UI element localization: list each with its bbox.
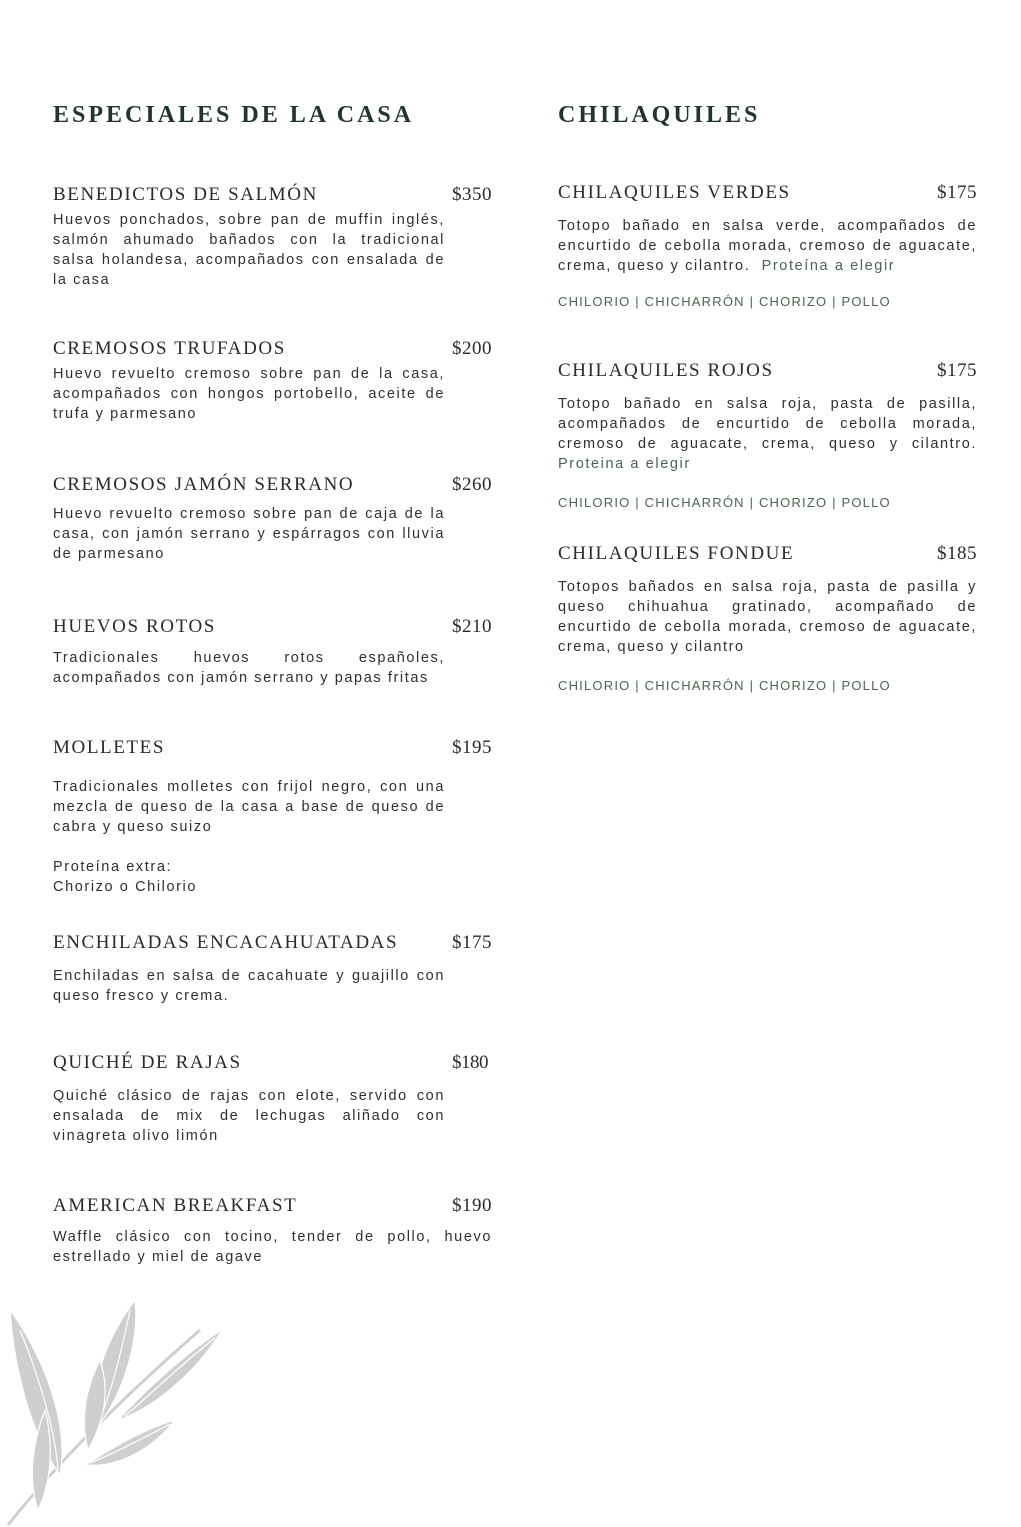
item-name: QUICHÉ DE RAJAS xyxy=(53,1052,242,1073)
menu-item xyxy=(53,932,492,1006)
protein-choice-label: Proteina a elegir xyxy=(558,456,691,472)
menu-item xyxy=(53,737,492,897)
item-name: BENEDICTOS DE SALMÓN xyxy=(53,184,318,205)
item-price: $175 xyxy=(452,932,492,953)
item-name: CHILAQUILES ROJOS xyxy=(558,360,774,381)
item-description-text: Totopo bañado en salsa verde, acompañados de encurtido de cebolla morada, cremoso de aguacate, crema, queso y cilantro. xyxy=(558,218,977,274)
item-price: $350 xyxy=(452,184,492,205)
protein-options: CHILORIO | CHICHARRÓN | CHORIZO | POLLO xyxy=(558,294,891,309)
menu-item xyxy=(53,616,492,688)
menu-item xyxy=(558,182,977,309)
especiales-title: ESPECIALES DE LA CASA xyxy=(53,102,415,128)
protein-options: CHILORIO | CHICHARRÓN | CHORIZO | POLLO xyxy=(558,678,891,693)
menu-item xyxy=(558,543,977,693)
protein-options: CHILORIO | CHICHARRÓN | CHORIZO | POLLO xyxy=(558,495,891,510)
item-price: $210 xyxy=(452,616,492,637)
item-description: Enchiladas en salsa de cacahuate y guajillo con queso fresco y crema. xyxy=(53,968,445,1004)
menu-item xyxy=(53,184,492,290)
item-description: Huevo revuelto cremoso sobre pan de caja de la casa, con jamón serrano y espárragos con lluvia de parmesano xyxy=(53,506,445,562)
item-name: ENCHILADAS ENCACAHUATADAS xyxy=(53,932,399,953)
item-name: AMERICAN BREAKFAST xyxy=(53,1195,298,1216)
item-price: $200 xyxy=(452,338,492,359)
item-name: MOLLETES xyxy=(53,737,166,758)
menu-item xyxy=(53,1195,492,1267)
item-price: $175 xyxy=(937,182,977,203)
item-price: $260 xyxy=(452,474,492,495)
item-description: Huevos ponchados, sobre pan de muffin inglés, salmón ahumado bañados con la tradicional salsa holandesa, acompañados con ensalada de la casa xyxy=(53,212,445,288)
item-name: CHILAQUILES VERDES xyxy=(558,182,791,203)
extra-protein-options: Chorizo o Chilorio xyxy=(53,879,198,895)
item-description: Huevo revuelto cremoso sobre pan de la casa, acompañados con hongos portobello, aceite de trufa y parmesano xyxy=(53,366,445,422)
item-name: CREMOSOS TRUFADOS xyxy=(53,338,286,359)
item-price: $180 xyxy=(452,1052,488,1073)
item-price: $185 xyxy=(937,543,977,564)
extra-protein-label: Proteína extra: xyxy=(53,859,173,875)
item-name: CREMOSOS JAMÓN SERRANO xyxy=(53,474,355,495)
leaf-branch-icon xyxy=(0,1290,240,1527)
menu-item xyxy=(558,360,977,510)
menu-item xyxy=(53,474,492,564)
item-price: $175 xyxy=(937,360,977,381)
item-description: Tradicionales huevos rotos españoles, acompañados con jamón serrano y papas fritas xyxy=(53,650,445,686)
item-price: $190 xyxy=(452,1195,492,1216)
menu-item xyxy=(53,338,492,424)
menu-item xyxy=(53,1052,488,1146)
item-description: Totopos bañados en salsa roja, pasta de pasilla y queso chihuahua gratinado, acompañado de encurtido de cebolla morada, cremoso de aguacate, crema, queso y cilantro xyxy=(558,579,977,655)
item-price: $195 xyxy=(452,737,492,758)
item-description xyxy=(558,216,977,276)
item-description: Quiché clásico de rajas con elote, servido con ensalada de mix de lechugas aliñado con vinagreta olivo limón xyxy=(53,1088,445,1144)
item-name: HUEVOS ROTOS xyxy=(53,616,216,637)
chilaquiles-title: CHILAQUILES xyxy=(558,102,761,128)
item-description xyxy=(558,394,977,474)
item-name: CHILAQUILES FONDUE xyxy=(558,543,795,564)
item-description-text: Totopo bañado en salsa roja, pasta de pasilla, acompañados de encurtido de cebolla morada, cremoso de aguacate, crema, queso y cilantro. xyxy=(558,396,977,452)
item-description: Tradicionales molletes con frijol negro, con una mezcla de queso de la casa a base de queso de cabra y queso suizo xyxy=(53,779,445,835)
item-description: Waffle clásico con tocino, tender de pollo, huevo estrellado y miel de agave xyxy=(53,1229,492,1265)
protein-choice-label: Proteína a elegir xyxy=(761,258,896,274)
